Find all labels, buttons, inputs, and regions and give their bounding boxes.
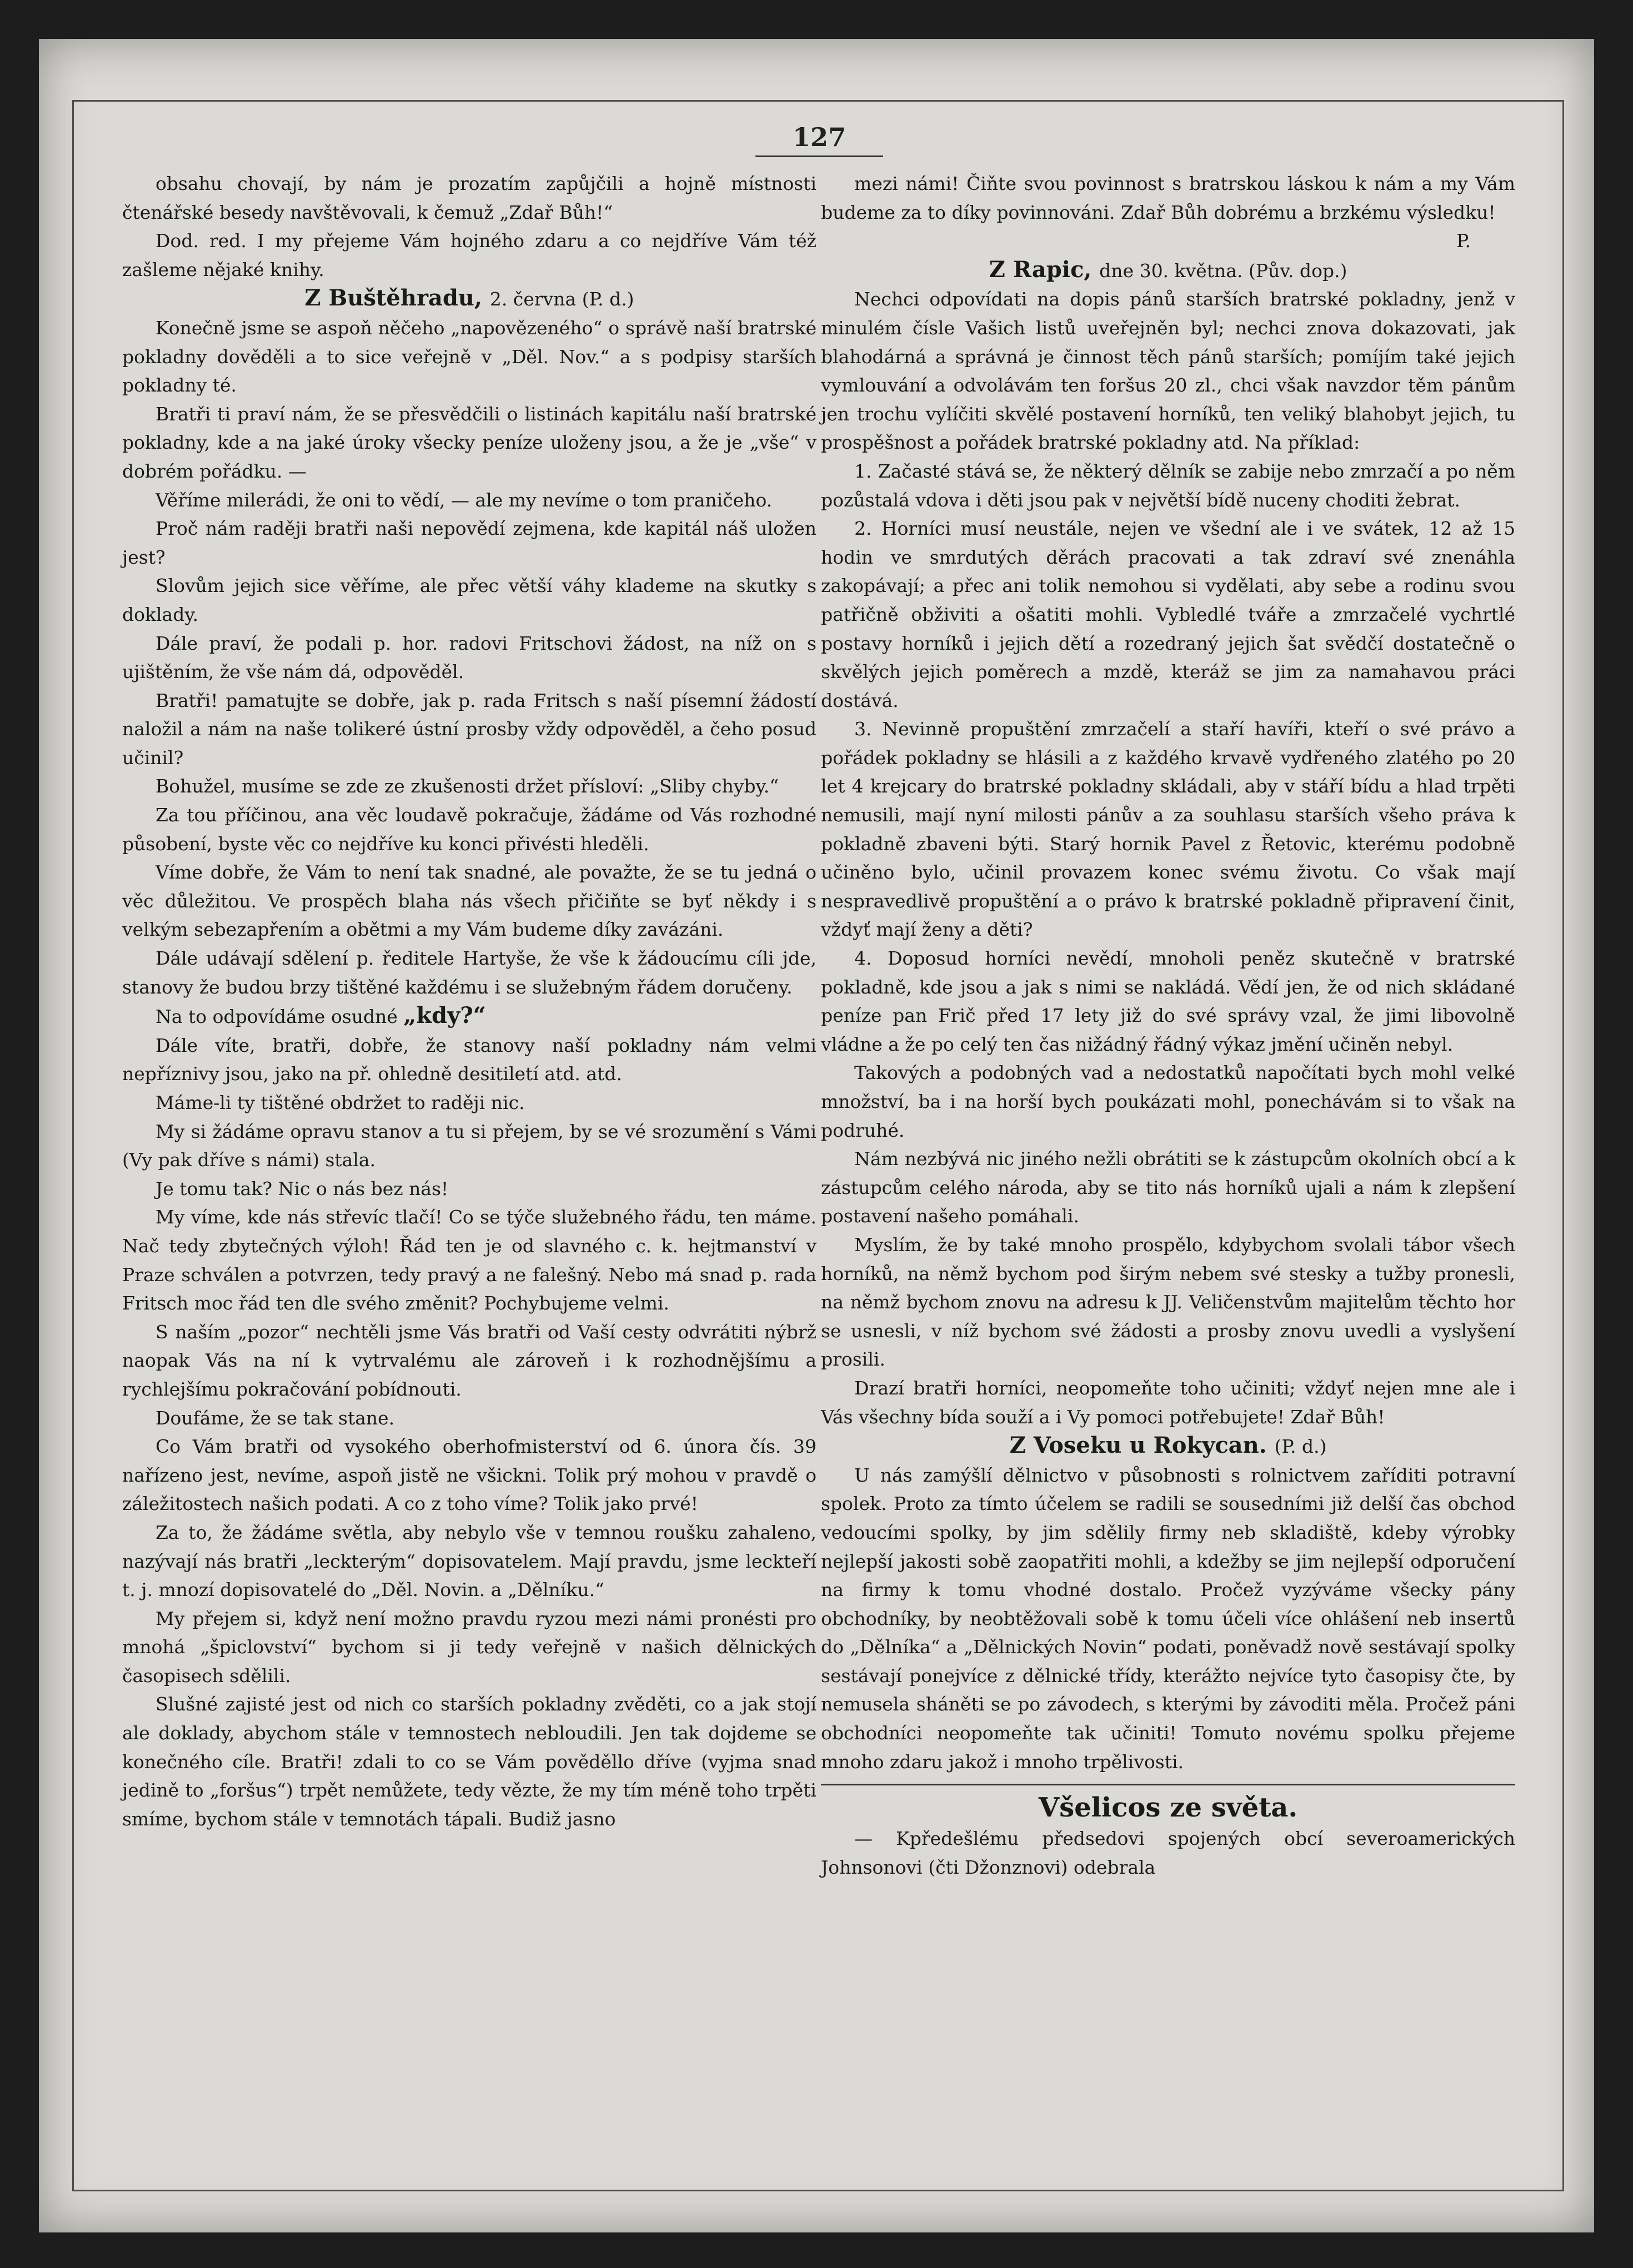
paragraph: Dále udávají sdělení p. ředitele Hartyše, že vše k žádoucímu cíli jde, stanovy že budou brzy tištěné každému i se služebným řádem doručeny. [122,947,816,998]
paragraph: obsahu chovají, by nám je prozatím zapůjčili a hojně místnosti čtenářské besedy navštěvovali, k čemuž „Zdař Bůh!“ [122,173,816,223]
paragraph: Doufáme, že se tak stane. [156,1407,395,1429]
left-column [122,169,816,1833]
paragraph: Za tou příčinou, ana věc loudavě pokračuje, žádáme od Vás rozhodné působení, byste věc co nejdříve ku konci přivésti hleděli. [122,804,816,855]
paragraph: 4. Doposud horníci nevědí, mnoholi peněz skutečně v bratrské pokladně, kde jsou a jak s nimi se nakládá. Vědí jen, že od nich skládané peníze pan Frič před 17 lety již do své správy vzal, že jimi libovolně vládne a že po celý ten čas nižádný řádný výkaz jmění učiněn nebyl. [821,947,1515,1055]
paragraph: Drazí bratři horníci, neopomeňte toho učiniti; vždyť nejen mne ale i Vás všechny bída souží a i Vy pomoci potřebujete! Zdař Bůh! [821,1377,1515,1428]
paragraph: Slovům jejich sice věříme, ale přec větší váhy klademe na skutky s doklady. [122,575,816,625]
paragraph: Takových a podobných vad a nedostatků napočítati bych mohl velké množství, ba i na horší bych poukázati mohl, ponechávám si to však na podruhé. [821,1062,1515,1141]
heading-meta: dne 30. května. (Pův. dop.) [1099,259,1348,282]
paragraph: My víme, kde nás střevíc tlačí! Co se týče služebného řádu, ten máme. Nač tedy zbytečných výloh! Řád ten je od slavného c. k. hejtmanství v Praze schválen a potvrzen, tedy pravý a ne falešný. Nebo má snad p. rada Fritsch moc řád ten dle svého změnit? Pochybujeme velmi. [122,1206,816,1314]
signature: P. [1456,230,1471,252]
page-number: 127 [755,122,883,157]
paragraph: Myslím, že by také mnoho prospělo, kdybychom svolali tábor všech horníků, na němž bychom pod širým nebem své stesky a tužby pronesli, na němž bychom znovu na adresu k JJ. Veličenstvům majitelům těchto hor se usnesli, v níž bychom své žádosti a prosby znovu uvedli a vyslyšení prosili. [821,1233,1515,1371]
paragraph: Dále víte, bratři, dobře, že stanovy naší pokladny nám velmi nepříznivy jsou, jako na př. ohledně desitiletí atd. atd. [122,1034,816,1085]
paragraph: 2. Horníci musí neustále, nejen ve všední ale i ve svátek, 12 až 15 hodin ve smrdutých děrách pracovati a tak zdraví své znenáhla zakopávají; a přec ani tolik nemohou si vydělati, aby sebe a rodinu svou patřičně obživiti a ošatiti mohli. Vybledlé tváře a zmrzačelé vychrtlé postavy horníků i jejich dětí a rozedraný jejich šat svědčí dostatečně o skvělých jejich poměrech a mzdě, kteráž se jim za namahavou práci dostává. [821,518,1515,711]
heading-title: Z Buštěhradu, [304,285,482,312]
paragraph [122,1001,816,1031]
paragraph: Dod. red. I my přejeme Vám hojného zdaru a co nejdříve Vám též zašleme nějaké knihy. [122,230,816,280]
paragraph: Bratři! pamatujte se dobře, jak p. rada Fritsch s naší písemní žádostí naložil a nám na naše tolikeré ústní prosby vždy odpověděl, a čeho posud učinil? [122,689,816,769]
heading-title: Z Rapic, [989,256,1092,283]
newspaper-page [39,39,1594,2232]
paragraph-text: Na to odpovídáme osudné [156,1006,398,1028]
paragraph: — Kpředešlému předsedovi spojených obcí severoamerických Johnsonovi (čti Džonznovi) odebrala [821,1828,1515,1878]
paragraph: Bratři ti praví nám, že se přesvědčili o listinách kapitálu naší bratrské pokladny, kde a na jaké úroky všecky peníze uloženy jsou, a že je „vše“ v dobrém pořádku. — [122,403,816,482]
emphasis: „kdy?“ [403,1002,486,1029]
paragraph: Je tomu tak? Nic o nás bez nás! [156,1177,449,1200]
right-column [821,169,1515,1881]
paragraph: Nechci odpovídati na dopis pánů starších bratrské pokladny, jenž v minulém čísle Vašich listů uveřejněn byl; nechci znova dokazovati, jak blahodárná a správná je činnost těch pánů starších; pomíjím také jejich vymlouvání a odvolávám ten foršus 20 zl., chci však navzdor těm pánům jen trochu vylíčiti skvělé postavení horníků, ten veliký blahobyt jejich, tu prospěšnost a pořádek bratrské pokladny atd. Na příklad: [821,288,1515,454]
paragraph: My přejem si, když není možno pravdu ryzou mezi námi pronésti pro mnohá „špiclovství“ bychom si ji tedy veřejně v našich dělnických časopisech sdělili. [122,1607,816,1687]
divider [821,1784,1515,1785]
paragraph: U nás zamýšlí dělnictvo v působnosti s rolnictvem zaříditi potravní spolek. Proto za tímto účelem se radili se sousedními již delší čas obchod vedoucími spolky, by jim sdělily firmy neb skladiště, kdeby výrobky nejlepší jakosti sobě zaopatřiti mohli, a kdežby se jim nejlepší odporučení na firmy k tomu vhodné dostalo. Pročež vyzýváme všecky pány obchodníky, by neobtěžovali sobě k tomu účeli více ohlášení neb insertů do „Dělníka“ a „Dělnických Novin“ podati, poněvadž nově sestávají spolky sestávají ponejvíce z dělnické třídy, kterážto nejvíce tyto časopisy čte, by nemusela sháněti se po závodech, s kterými by závoditi měla. Pročež páni obchodníci neopomeňte tak učiniti! Tomuto novému spolku přejeme mnoho zdaru jakož i mnoho trpělivosti. [821,1464,1515,1773]
section-heading [122,284,816,314]
paragraph: Věříme milerádi, že oni to vědí, — ale my nevíme o tom praničeho. [156,489,773,511]
section-title: Všelicos ze světa. [1038,1792,1298,1824]
paragraph: Proč nám raději bratři naši nepovědí zejmena, kde kapitál náš uložen jest? [122,518,816,568]
paragraph: Co Vám bratři od vysokého oberhofmisterství od 6. února čís. 39 nařízeno jest, nevíme, aspoň jistě ne všickni. Tolik prý mohou v pravdě o záležitostech našich podati. A co z toho víme? Tolik jako prvé! [122,1436,816,1515]
paragraph: Dále praví, že podali p. hor. radovi Fritschovi žádost, na níž on s ujištěním, že vše nám dá, odpověděl. [122,632,816,683]
paragraph: Slušné zajisté jest od nich co starších pokladny zvěděti, co a jak stojí ale doklady, abychom stále v temnostech nebloudili. Jen tak dojdeme se konečného cíle. Bratři! zdali to co se Vám pověděllo dříve (vyjma snad jedině to „foršus“) trpět nemůžete, tedy vězte, že my tím méně toho trpěti smíme, bychom stále v temnotách tápali. Budiž jasno [122,1693,816,1830]
paragraph: Konečně jsme se aspoň něčeho „napovězeného“ o správě naší bratrské pokladny dověděli a to sice veřejně v „Děl. Nov.“ a s podpisy starších pokladny té. [122,317,816,397]
paragraph: 3. Nevinně propuštění zmrzačelí a staří havíři, kteří o své právo a pořádek pokladny se hlásili a z každého krvavě vydřeného zlatého po 20 let 4 krejcary do bratrské pokladny skládali, aby v stáří bídu a hlad trpěti nemusili, mají nyní milosti pánův a za souhlasu starších všeho práva k pokladně zbaveni býti. Starý hornik Pavel z Řetovic, kterému podobně učiněno bylo, učinil provazem konec svému životu. Co však mají nespravedlivě propuštění a o právo k bratrské pokladně připravení činit, vždyť mají ženy a děti? [821,718,1515,941]
heading-meta: 2. června (P. d.) [489,288,634,310]
paragraph: Nám nezbývá nic jiného nežli obrátiti se k zástupcům okolních obcí a k zástupcům celého národa, aby se tito nás horníků ujali a nám k zlepšení postavení našeho pomáhali. [821,1148,1515,1227]
paragraph: 1. Začasté stává se, že některý dělník se zabije nebo zmrzačí a po něm pozůstalá vdova i děti jsou pak v největší bídě nuceny choditi žebrat. [821,460,1515,511]
paragraph: Bohužel, musíme se zde ze zkušenosti držet přísloví: „Sliby chyby.“ [156,775,779,797]
paragraph: S naším „pozor“ nechtěli jsme Vás bratři od Vaší cesty odvrátiti nýbrž naopak Vás na ní k vytrvalému ale zároveň i k rozhodnějšímu a rychlejšímu pokračování pobídnouti. [122,1321,816,1400]
heading-meta: (P. d.) [1274,1436,1327,1458]
paragraph: Za to, že žádáme světla, aby nebylo vše v temnou roušku zahaleno, nazývají nás bratři „leckterým“ dopisovatelem. Mají pravdu, jsme leckteří t. j. mnozí dopisovatelé do „Děl. Novin. a „Dělníku.“ [122,1521,816,1601]
paragraph: My si žádáme opravu stanov a tu si přejem, by se vé srozumění s Vámi (Vy pak dříve s námi) stala. [122,1120,816,1171]
section-heading [821,255,1515,285]
heading-title: Z Voseku u Rokycan. [1009,1432,1267,1459]
paragraph: Máme-li ty tištěné obdržet to raději nic. [156,1092,525,1113]
section-heading [821,1431,1515,1461]
paragraph: Víme dobře, že Vám to není tak snadné, ale považte, že se tu jedná o věc důležitou. Ve prospěch blaha nás všech přičiňte se byť někdy i s velkým sebezapřením a obětmi a my Vám budeme díky zavázáni. [122,861,816,941]
paragraph: mezi námi! Čiňte svou povinnost s bratrskou láskou k nám a my Vám budeme za to díky povinnováni. Zdař Bůh dobrému a brzkému výsledku! [821,173,1515,223]
